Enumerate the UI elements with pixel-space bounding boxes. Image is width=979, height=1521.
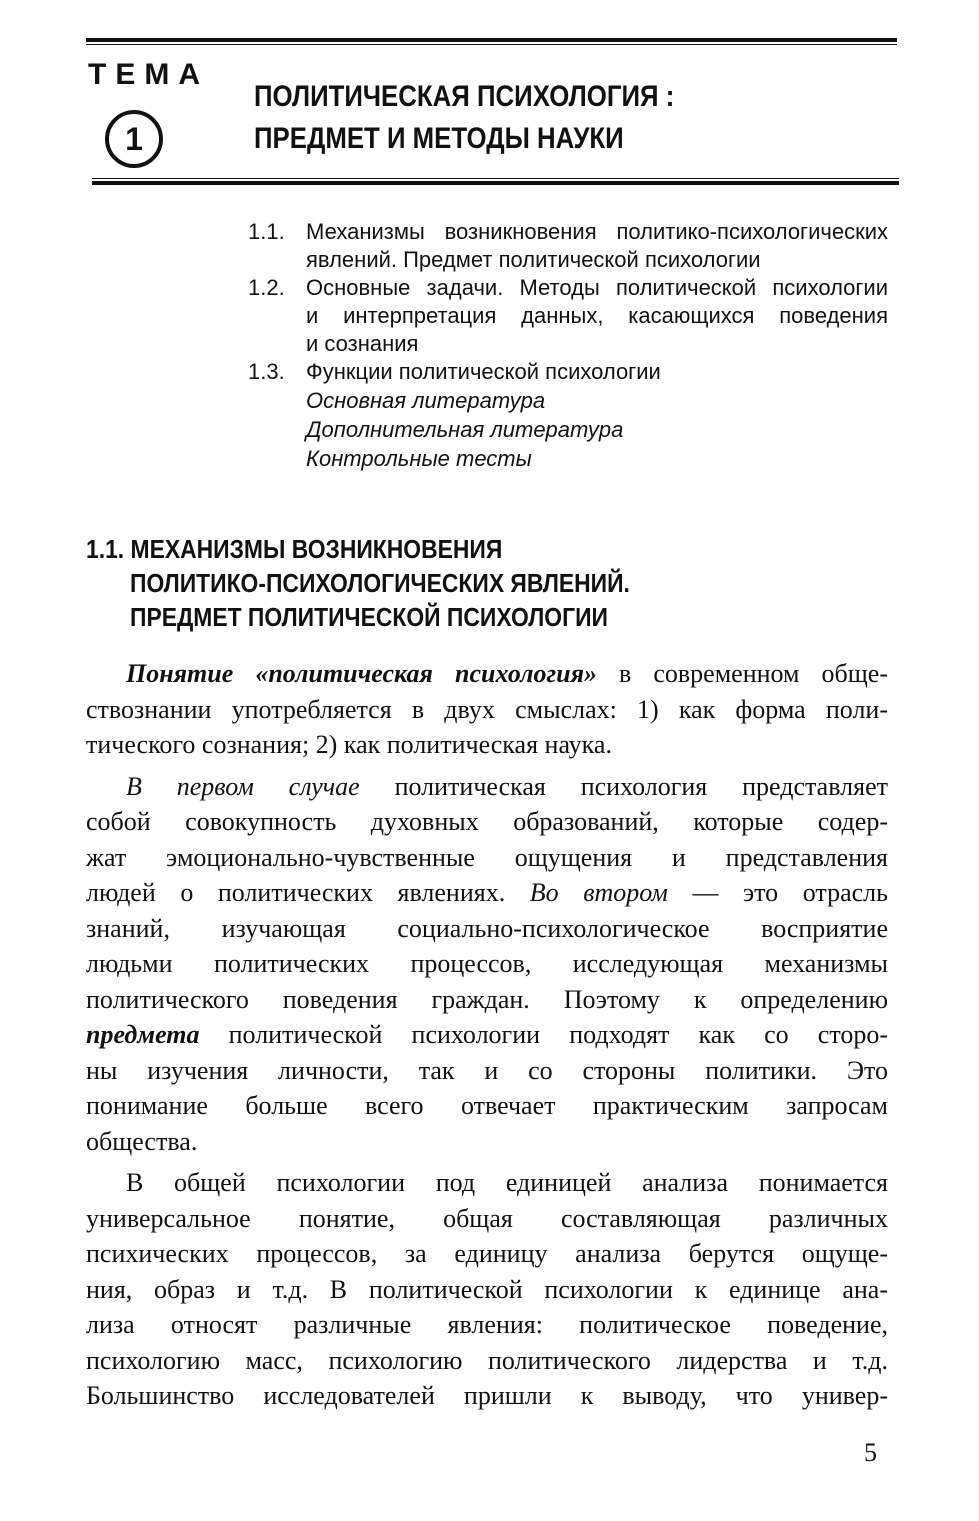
top-rule (86, 38, 897, 45)
toc-line: и интерпретация данных, касающихся поведения (306, 303, 888, 328)
paragraph-line: собой совокупность духовных образований, которые содер- (86, 807, 888, 836)
text-run: политическая психология представляет (359, 771, 888, 801)
toc-item (248, 274, 888, 358)
paragraph-line: психологию масс, психологию политического лидерства и т.д. (86, 1345, 888, 1375)
toc-extra-item: Контрольные тесты (306, 446, 532, 471)
paragraph-line: лиза относят различные явления: политическое поведение, (86, 1310, 888, 1339)
chapter-title (254, 76, 674, 160)
text-run: политической психологии подходят как со сторо- (199, 1020, 888, 1049)
toc-line: явлений. Предмет политической психологии (306, 247, 761, 272)
toc-item-number: 1.3. (248, 359, 285, 384)
toc-line: Функции политической психологии (306, 359, 661, 384)
toc-item-number: 1.2. (248, 275, 285, 300)
paragraph-line: жат эмоционально-чувственные ощущения и представления (86, 842, 888, 872)
paragraph-line: тического сознания; 2) как политическая наука. (86, 730, 612, 759)
paragraph-line: универсальное понятие, общая составляющая различных (86, 1203, 888, 1233)
paragraph-line (86, 1017, 888, 1053)
paragraph-line: ны изучения личности, так и со стороны политики. Это (86, 1055, 888, 1085)
toc-line: и сознания (306, 331, 419, 356)
paragraph-line (86, 656, 888, 692)
bottom-rule (92, 178, 899, 185)
section-heading-line: ПРЕДМЕТ ПОЛИТИЧЕСКОЙ ПСИХОЛОГИИ (130, 602, 608, 632)
toc-extra-item: Основная литература (306, 388, 546, 413)
paragraph-line: психических процессов, за единицу анализа берутся ощуще- (86, 1239, 888, 1268)
text-run: в современном обще- (596, 659, 888, 688)
toc-item-text (306, 358, 888, 386)
paragraph-line: политического поведения граждан. Поэтому к определению (86, 984, 888, 1014)
tema-label: ТЕМА (88, 58, 209, 91)
chapter-title-line: ПРЕДМЕТ И МЕТОДЫ НАУКИ (254, 122, 624, 155)
section-heading-line: ПОЛИТИКО-ПСИХОЛОГИЧЕСКИХ ЯВЛЕНИЙ. (130, 568, 630, 598)
italic-emphasis: В первом случае (126, 771, 360, 801)
section-heading-line: 1.1. МЕХАНИЗМЫ ВОЗНИКНОВЕНИЯ (86, 534, 503, 564)
paragraph-line: Большинство исследователей пришли к выводу, что универ- (86, 1381, 888, 1410)
toc-line: Основные задачи. Методы политической психологии (306, 275, 888, 300)
paragraph-line: В общей психологии под единицей анализа понимается (126, 1168, 888, 1197)
toc-item (248, 218, 888, 274)
toc-item-text (306, 218, 888, 274)
section-heading (86, 532, 630, 634)
paragraph-line: ствознании употребляется в двух смыслах: 1) как форма поли- (86, 694, 888, 724)
toc-extra-item: Дополнительная литература (306, 417, 624, 442)
toc-line: Механизмы возникновения политико-психологических (306, 219, 888, 244)
toc-item (248, 358, 888, 386)
term-emphasis: «политическая психология» (255, 659, 597, 688)
paragraph-line (86, 769, 888, 805)
table-of-contents (248, 218, 888, 473)
paragraph-line: понимание больше всего отвечает практическим запросам (86, 1091, 888, 1120)
italic-emphasis: Во втором (529, 878, 668, 907)
paragraph-line: общества. (86, 1126, 198, 1156)
toc-item-number: 1.1. (248, 219, 285, 244)
term-emphasis: Понятие (126, 659, 234, 688)
body-text (86, 656, 888, 1414)
paragraph-line (86, 875, 888, 911)
tema-number-badge: 1 (105, 110, 163, 168)
toc-item-text (306, 274, 888, 358)
paragraph-line: людьми политических процессов, исследующая механизмы (86, 949, 888, 978)
text-run: — это отрасль (667, 878, 888, 907)
text-run: людей о политических явлениях. (86, 878, 530, 907)
paragraph-line: знаний, изучающая социально-психологическое восприятие (86, 913, 888, 943)
chapter-title-line: ПОЛИТИЧЕСКАЯ ПСИХОЛОГИЯ : (254, 80, 675, 113)
term-emphasis: предмета (86, 1020, 200, 1049)
page-number: 5 (864, 1438, 877, 1467)
paragraph-line: ния, образ и т.д. В политической психологии к единице ана- (86, 1274, 888, 1304)
